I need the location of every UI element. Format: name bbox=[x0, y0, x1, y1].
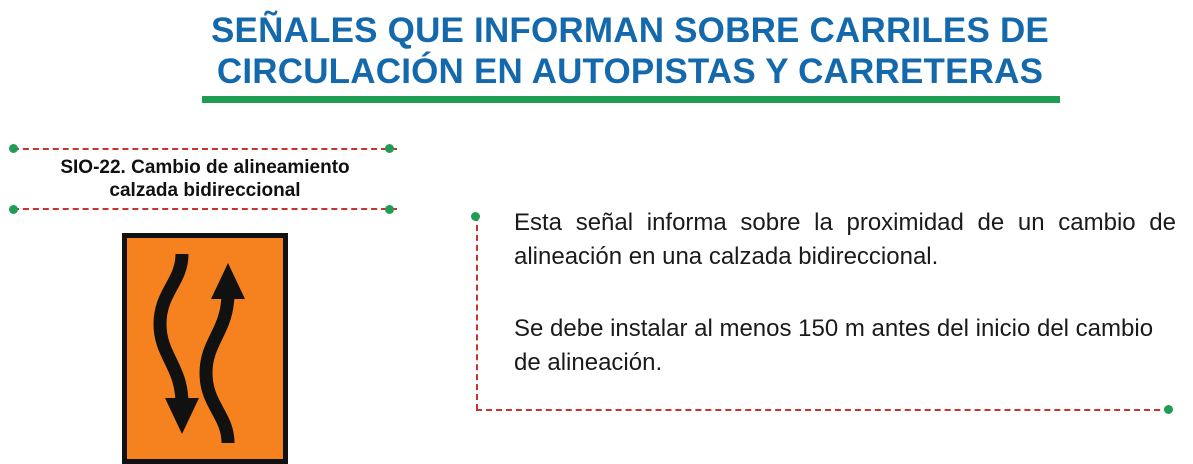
sign-caption-box bbox=[13, 148, 397, 210]
title-underline-rule bbox=[202, 96, 1060, 103]
description-paragraph-2: Se debe instalar al menos 150 m antes del inicio del cambio de alineación. bbox=[514, 315, 1154, 376]
sign-caption-line-2: calzada bidireccional bbox=[109, 180, 301, 201]
corner-dot-top-left bbox=[9, 144, 18, 153]
page-title-line-2: CIRCULACIÓN EN AUTOPISTAS Y CARRETERAS bbox=[216, 52, 1044, 91]
two-curved-arrows-icon bbox=[127, 238, 283, 459]
sign-caption-line-1: SIO-22. Cambio de alineamiento bbox=[60, 157, 350, 178]
description-paragraph-1: Esta señal informa sobre la proximidad de un cambio de alineación en una calzada bidireccional. bbox=[514, 209, 1176, 270]
corner-dot-bottom-left bbox=[9, 205, 18, 214]
corner-dot-top-right bbox=[385, 144, 394, 153]
corner-dot-bottom-right bbox=[385, 205, 394, 214]
description-panel bbox=[476, 206, 1176, 411]
page-title-line-1: SEÑALES QUE INFORMAN SOBRE CARRILES DE bbox=[211, 11, 1049, 50]
road-sign-sio-22 bbox=[122, 233, 288, 464]
page-title bbox=[190, 10, 1070, 92]
sign-caption-text bbox=[13, 156, 397, 202]
